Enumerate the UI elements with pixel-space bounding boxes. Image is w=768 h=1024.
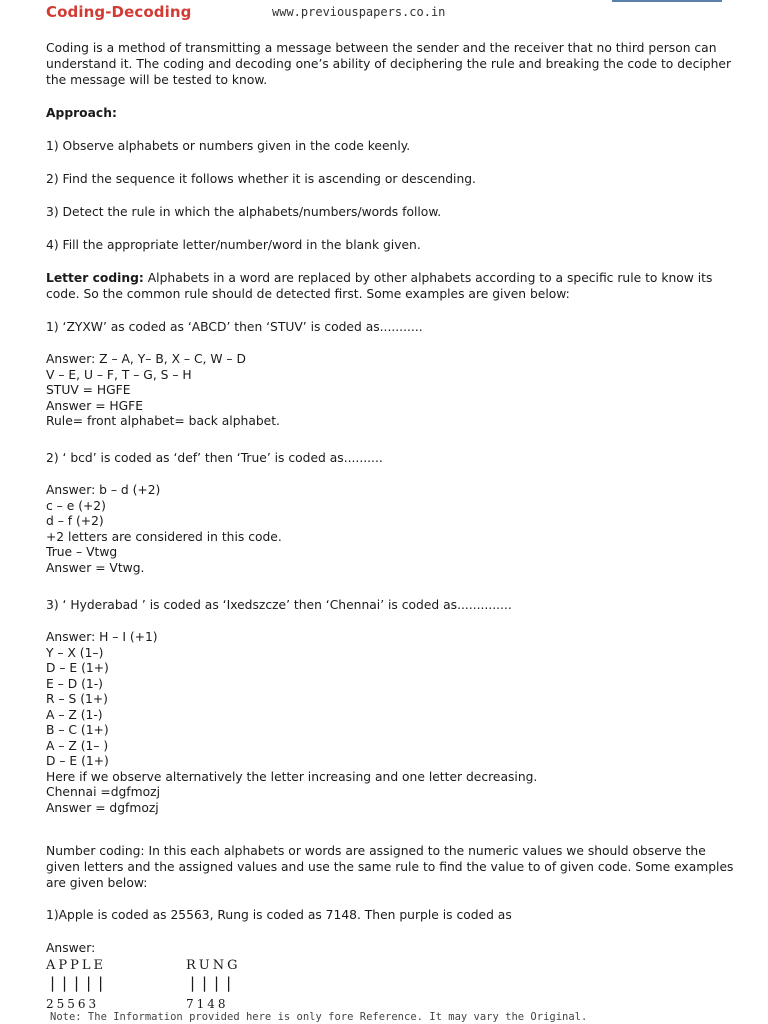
answer-line: Rule= front alphabet= back alphabet. xyxy=(46,414,280,428)
example-question: 3) ‘ Hyderabad ’ is coded as ‘Ixedszcze’ then ‘Chennai’ is coded as.............. xyxy=(46,598,512,612)
letter-coding-paragraph: Letter coding: Alphabets in a word are replaced by other alphabets according to a specific rule to know its code. So the common rule should de detected first. Some examples are given below: xyxy=(46,271,713,301)
example-question: 1)Apple is coded as 25563, Rung is coded as 7148. Then purple is coded as xyxy=(46,908,512,922)
answer-line: Y – X (1–) xyxy=(46,645,104,660)
answer-line: Answer = HGFE xyxy=(46,398,144,413)
answer-label: Answer: xyxy=(46,941,96,955)
answer-line: True – Vtwg xyxy=(46,545,118,559)
page-title: Coding-Decoding xyxy=(46,3,192,21)
rung-bars: |||| xyxy=(188,974,237,992)
approach-step: 3) Detect the rule in which the alphabets/numbers/words follow. xyxy=(46,205,442,219)
example-answer-block xyxy=(46,630,537,816)
answer-line: Answer: b – d (+2) xyxy=(46,483,161,497)
answer-line: +2 letters are considered in this code. xyxy=(46,529,282,544)
apple-digits: 25563 xyxy=(46,997,100,1011)
apple-letters: APPLE xyxy=(46,958,107,973)
example-question: 2) ‘ bcd’ is coded as ‘def’ then ‘True’ is coded as.......... xyxy=(46,451,383,465)
answer-line: A – Z (1-) xyxy=(46,707,103,722)
answer-line: Answer = Vtwg. xyxy=(46,560,145,575)
answer-line: A – Z (1– ) xyxy=(46,738,109,753)
rung-letters: RUNG xyxy=(186,958,241,973)
number-coding-paragraph: Number coding: In this each alphabets or words are assigned to the numeric values we should observe the given letters and the assigned values and use the same rule to find the value to of given code. Some examples are given below: xyxy=(46,844,734,890)
answer-line: Answer = dgfmozj xyxy=(46,800,159,815)
answer-line: V – E, U – F, T – G, S – H xyxy=(46,367,192,382)
answer-line: D – E (1+) xyxy=(46,754,109,768)
answer-line: E – D (1-) xyxy=(46,676,103,691)
approach-heading: Approach: xyxy=(46,106,117,120)
answer-line: R – S (1+) xyxy=(46,692,108,706)
answer-line: c – e (+2) xyxy=(46,498,106,513)
letter-coding-label: Letter coding: xyxy=(46,271,144,285)
rung-digits: 7148 xyxy=(186,997,229,1011)
answer-line: B – C (1+) xyxy=(46,723,109,737)
example-answer-block xyxy=(46,483,282,576)
site-url: www.previouspapers.co.in xyxy=(272,5,446,19)
answer-line: STUV = HGFE xyxy=(46,383,131,397)
corner-decoration xyxy=(612,0,722,2)
apple-bars: ||||| xyxy=(48,974,109,992)
approach-step: 4) Fill the appropriate letter/number/word in the blank given. xyxy=(46,238,421,252)
approach-step: 2) Find the sequence it follows whether it is ascending or descending. xyxy=(46,172,476,186)
footer-note: Note: The Information provided here is only fore Reference. It may vary the Original. xyxy=(50,1011,588,1023)
answer-line: Here if we observe alternatively the letter increasing and one letter decreasing. xyxy=(46,769,538,784)
answer-line: Answer: H – I (+1) xyxy=(46,630,158,644)
answer-line: Answer: Z – A, Y– B, X – C, W – D xyxy=(46,352,246,366)
example-answer-block xyxy=(46,352,280,430)
example-question: 1) ‘ZYXW’ as coded as ‘ABCD’ then ‘STUV’ is coded as........... xyxy=(46,320,423,334)
answer-line: Chennai =dgfmozj xyxy=(46,785,161,799)
intro-paragraph: Coding is a method of transmitting a message between the sender and the receiver that no third person can understand it. The coding and decoding one’s ability of deciphering the rule and breaking the code to decipher the message will be tested to know. xyxy=(46,41,732,87)
answer-line: D – E (1+) xyxy=(46,661,109,675)
approach-step: 1) Observe alphabets or numbers given in the code keenly. xyxy=(46,139,411,153)
answer-line: d – f (+2) xyxy=(46,514,104,528)
